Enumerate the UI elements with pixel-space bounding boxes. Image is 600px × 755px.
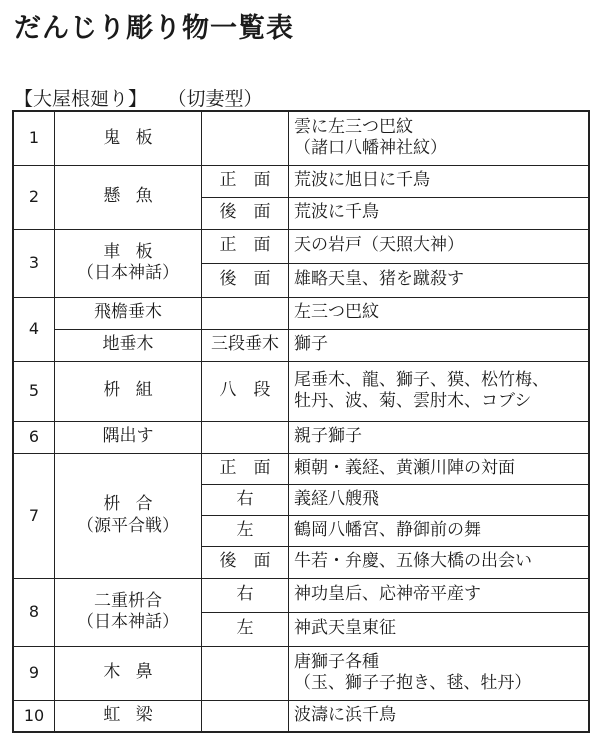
section-heading — [14, 84, 263, 111]
part-name-main: 懸魚 — [103, 186, 168, 207]
carving-description — [289, 515, 590, 546]
carving-description — [289, 453, 590, 484]
part-name-main: 隅出す — [102, 426, 154, 447]
description-line: 義経八艘飛 — [294, 488, 379, 509]
description-line: （玉、獅子子抱き、毬、牡丹） — [294, 673, 532, 693]
part-name-main: 鬼板 — [103, 127, 168, 148]
table-row — [13, 578, 589, 612]
row-number: 4 — [13, 297, 55, 361]
table-row — [13, 165, 589, 197]
carving-description — [289, 700, 590, 732]
position-label: 後 面 — [202, 197, 289, 229]
description-line: 荒波に旭日に千鳥 — [294, 170, 430, 191]
table-row — [13, 297, 589, 329]
position-label: 右 — [202, 578, 289, 612]
description-line: 神武天皇東征 — [294, 618, 396, 639]
part-name — [55, 453, 202, 578]
carving-description — [289, 111, 590, 165]
position-label: 左 — [202, 515, 289, 546]
carving-description — [289, 297, 590, 329]
description-line: 唐獅子各種 — [294, 651, 379, 672]
description-line: 親子獅子 — [294, 426, 362, 447]
part-name-sub: （日本神話） — [77, 263, 179, 283]
part-name — [55, 578, 202, 646]
table-row — [13, 700, 589, 732]
description-line: 頼朝・義経、黄瀬川陣の対面 — [294, 457, 515, 478]
position-label: 正 面 — [202, 165, 289, 197]
part-name — [55, 229, 202, 297]
part-name-main: 二重枡合 — [94, 590, 162, 611]
carving-description — [289, 646, 590, 700]
section-label: 【大屋根廻り】 — [14, 88, 148, 110]
page-title: だんじり彫り物一覧表 — [14, 13, 294, 44]
row-number: 7 — [13, 453, 55, 578]
carving-description — [289, 229, 590, 263]
part-name — [55, 111, 202, 165]
carving-description — [289, 484, 590, 515]
carving-description — [289, 329, 590, 361]
part-name — [55, 421, 202, 453]
part-name — [55, 646, 202, 700]
position-label — [202, 297, 289, 329]
description-line: 天の岩戸（天照大神） — [294, 235, 464, 256]
description-line: 雄略天皇、猪を蹴殺す — [294, 269, 464, 290]
carving-description — [289, 421, 590, 453]
part-name — [55, 361, 202, 421]
table-row — [13, 229, 589, 263]
position-label — [202, 700, 289, 732]
position-label: 八 段 — [202, 361, 289, 421]
table-row — [13, 646, 589, 700]
part-name-main: 虹梁 — [103, 705, 168, 726]
table-row — [13, 453, 589, 484]
table-row — [13, 111, 589, 165]
description-line: 雲に左三つ巴紋 — [294, 117, 413, 137]
description-line: 荒波に千鳥 — [294, 202, 379, 223]
part-name — [55, 700, 202, 732]
carving-description — [289, 361, 590, 421]
carving-description — [289, 578, 590, 612]
row-number: 1 — [13, 111, 55, 165]
row-number: 10 — [13, 700, 55, 732]
position-label: 後 面 — [202, 546, 289, 578]
row-number: 8 — [13, 578, 55, 646]
carving-description — [289, 546, 590, 578]
description-line: 波濤に浜千鳥 — [294, 705, 396, 726]
position-label — [202, 646, 289, 700]
part-name — [55, 165, 202, 229]
position-label: 右 — [202, 484, 289, 515]
part-name-main: 木鼻 — [103, 662, 168, 683]
row-number: 6 — [13, 421, 55, 453]
part-name: 飛檐垂木 — [55, 297, 202, 329]
carvings-table — [12, 110, 590, 733]
description-line: 神功皇后、応神帝平産す — [294, 584, 481, 605]
carving-description — [289, 263, 590, 297]
row-number: 2 — [13, 165, 55, 229]
description-line: 牛若・弁慶、五條大橋の出会い — [294, 551, 532, 572]
row-number: 5 — [13, 361, 55, 421]
table-row — [13, 421, 589, 453]
description-line: 鶴岡八幡宮、静御前の舞 — [294, 519, 481, 540]
description-line: 獅子 — [294, 334, 328, 355]
carving-description — [289, 197, 590, 229]
description-line: 牡丹、波、菊、雲肘木、コブシ — [294, 391, 532, 411]
part-name-sub: （日本神話） — [77, 612, 179, 632]
part-name-main: 枡組 — [103, 380, 168, 401]
carving-description — [289, 165, 590, 197]
part-name-main: 枡合 — [103, 494, 168, 515]
position-label: 正 面 — [202, 229, 289, 263]
row-number: 3 — [13, 229, 55, 297]
table-row — [13, 361, 589, 421]
position-label — [202, 421, 289, 453]
row-number: 9 — [13, 646, 55, 700]
description-line: （諸口八幡神社紋） — [294, 138, 447, 159]
description-line: 尾垂木、龍、獅子、獏、松竹梅、 — [294, 369, 549, 390]
position-label — [202, 111, 289, 165]
position-label: 左 — [202, 612, 289, 646]
position-label: 三段垂木 — [202, 329, 289, 361]
table-row — [13, 329, 589, 361]
section-type: （切妻型） — [177, 88, 263, 110]
part-name-main: 車板 — [103, 241, 168, 262]
part-name: 地垂木 — [55, 329, 202, 361]
position-label: 正 面 — [202, 453, 289, 484]
part-name-sub: （源平合戦） — [77, 515, 179, 536]
position-label: 後 面 — [202, 263, 289, 297]
description-line: 左三つ巴紋 — [294, 302, 379, 323]
carving-description — [289, 612, 590, 646]
